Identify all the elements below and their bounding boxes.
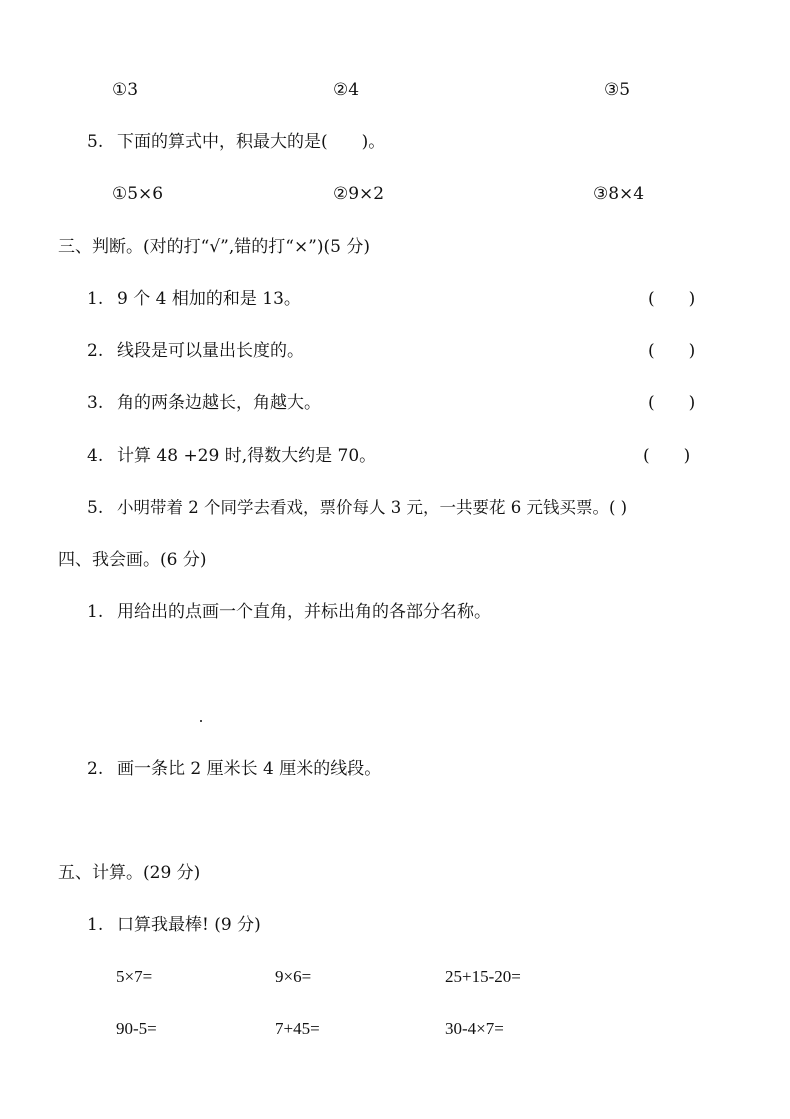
calc-problem: 9×6= xyxy=(275,967,312,986)
item-text: 小明带着 2 个同学去看戏，票价每人 3 元，一共要花 6 元钱买票。( ) xyxy=(117,498,628,517)
section-title: 四、我会画。(6 分) xyxy=(58,550,207,570)
answer-blank: ( ) xyxy=(648,341,696,361)
item-text: 9 个 4 相加的和是 13。 xyxy=(117,289,301,309)
answer-blank: ( ) xyxy=(648,393,696,413)
item-number: 1. xyxy=(87,289,104,309)
item-text: 用给出的点画一个直角，并标出角的各部分名称。 xyxy=(117,602,491,622)
question-text: 下面的算式中，积最大的是( )。 xyxy=(117,132,386,152)
item-number: 1. xyxy=(87,602,104,622)
item-number: 2. xyxy=(87,759,104,779)
item-text: 画一条比 2 厘米长 4 厘米的线段。 xyxy=(117,759,382,779)
item-text: 线段是可以量出长度的。 xyxy=(117,341,304,361)
item-number: 3. xyxy=(87,393,104,413)
calc-problem: 5×7= xyxy=(116,967,153,986)
calc-problem: 25+15-20= xyxy=(445,967,521,986)
option-2: ②9×2 xyxy=(333,184,385,204)
section-title: 五、计算。(29 分) xyxy=(58,863,201,883)
option-1: ①5×6 xyxy=(112,184,164,204)
item-text: 角的两条边越长，角越大。 xyxy=(117,393,321,413)
item-number: 5. xyxy=(87,498,104,518)
option-2: ②4 xyxy=(333,80,360,100)
option-3: ③5 xyxy=(604,80,631,100)
item-text: 口算我最棒! (9 分) xyxy=(117,915,261,935)
calc-problem: 7+45= xyxy=(275,1019,320,1038)
item-text: 计算 48 +29 时,得数大约是 70。 xyxy=(117,446,377,466)
item-number: 2. xyxy=(87,341,104,361)
given-point xyxy=(200,720,202,722)
answer-blank: ( ) xyxy=(648,289,696,309)
option-1: ①3 xyxy=(112,80,139,100)
answer-blank: ( ) xyxy=(643,446,691,466)
calc-problem: 90-5= xyxy=(116,1019,157,1038)
calc-problem: 30-4×7= xyxy=(445,1019,504,1038)
section-title: 三、判断。(对的打“√”,错的打“×”)(5 分) xyxy=(58,237,370,257)
option-3: ③8×4 xyxy=(593,184,645,204)
item-number: 4. xyxy=(87,446,104,466)
item-number: 1. xyxy=(87,915,104,935)
question-number: 5. xyxy=(87,132,104,152)
